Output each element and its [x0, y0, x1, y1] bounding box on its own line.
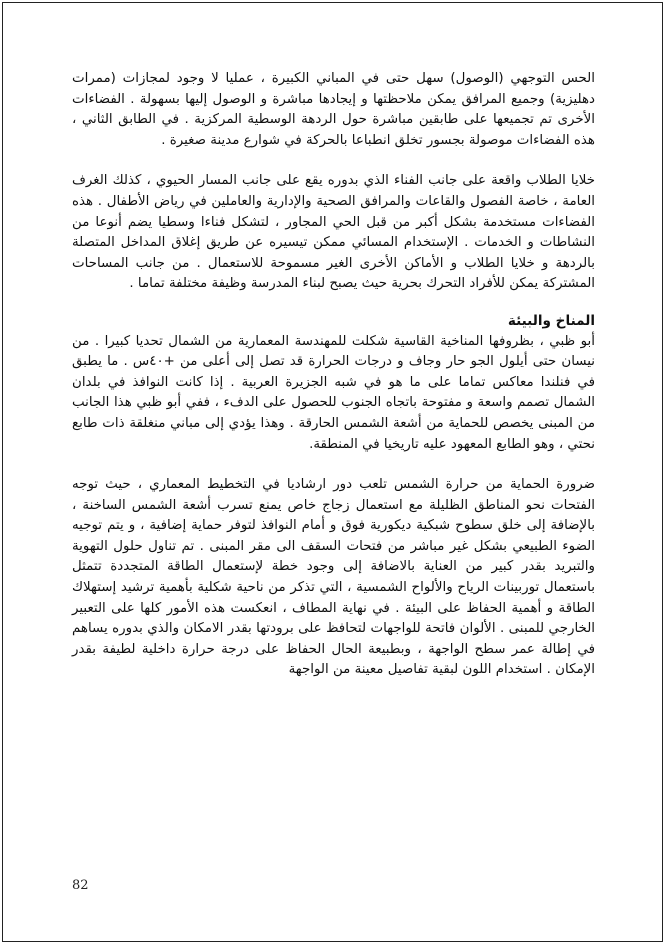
paragraph-orientation: الحس التوجهي (الوصول) سهل حتى في المباني الكبيرة ، عمليا لا وجود لمجازات (ممرات دهليزية) وجميع المرافق يمكن ملاحظتها و إيجادها مباشرة و الوصول إليها بسهولة . الفضاءات الأخرى تم تجميعها على طابقين مباشرة حول الردهة الوسطية المركزية . في الطابق الثاني ، هذه الفضاءات موصولة بجسور تخلق انطباعا بالحركة في شوارع مدينة صغيرة . — [72, 71, 595, 148]
text-column — [72, 69, 595, 681]
page-number: 82 — [72, 878, 89, 893]
section-heading: المناخ والبيئة — [507, 312, 595, 329]
paragraph-sun-protection: ضرورة الحماية من حرارة الشمس تلعب دور ارشاديا في التخطيط المعماري ، حيث توجه الفتحات نحو المناطق الظليلة مع استعمال زجاج خاص يمنع تسرب أشعة الشمس الساخنة ، بالإضافة إلى خلق سطوح شبكية ديكورية فوق و أمام النوافذ لتوفر حماية إضافية ، و يتم توجيه الضوء الطبيعي بشكل غير مباشر من فتحات السقف الى مقر المبنى . تم تناول حلول التهوية والتبريد بقدر كبير من العناية بالاضافة إلى وجود خطة لإستعمال الطاقة المتجددة تتمثل باستعمال توربينات الرياح والألواح الشمسية ، التي تذكر من ناحية شكلية بأهمية ترشيد إستهلاك الطاقة و أهمية الحفاظ على البيئة . في نهاية المطاف ، انعكست هذه الأمور كلها على التعبير الخارجي للمبنى . الألوان فاتحة للواجهات لتحافظ على برودتها بقدر الامكان والذي بدوره يساهم في إطالة عمر سطح الواجهة ، وبطبيعة الحال الحفاظ على درجة حرارة داخلية لطيفة بقدر الإمكان . استخدام اللون لبقية تفاصيل معينة من الواجهة — [72, 477, 595, 678]
paragraph-student-cells: خلايا الطلاب واقعة على جانب الفناء الذي بدوره يقع على جانب المسار الحيوي ، كذلك الغرف العامة ، خاصة الفصول والقاعات والمرافق الصحية والإدارية والعاملين في رياض الأطفال . هذه الفضاءات مستخدمة بشكل أكبر من قبل الحي المجاور ، لتشكل فناءا وسطيا يضم أنوعا من النشاطات و الخدمات . الإستخدام المسائي ممكن تيسيره عن طريق إغلاق المداخل المتصلة بالردهة و خلايا الطلاب و الأماكن الأخرى الغير مسموحة للاستعمال . من جانب المساحات المشتركة يمكن للأفراد التحرك بحرية حيث يصبح لبناء المدرسة وظيفة مختلفة تماما . — [72, 173, 595, 292]
paragraph-climate: أبو ظبي ، بظروفها المناخية القاسية شكلت للمهندسة المعمارية من الشمال تحديا كبيرا . من نيسان حتى أيلول الجو حار وجاف و درجات الحرارة قد تصل إلى أعلى من +٤٠س . ما يطبق في فنلندا معاكس تماما على ما هو في شبه الجزيرة العربية . إذا كانت النوافذ في بلدان الشمال تصمم واسعة و مفتوحة باتجاه الجنوب للحصول على الدفء ، ففي أبو ظبي هذا الجانب من المبنى يخصص للحماية من أشعة الشمس الحارقة . وهذا يؤدي إلى مباني منغلقة ذات طابع نحتي ، وهو الطابع المعهود عليه تاريخيا في المنطقة. — [72, 333, 595, 452]
